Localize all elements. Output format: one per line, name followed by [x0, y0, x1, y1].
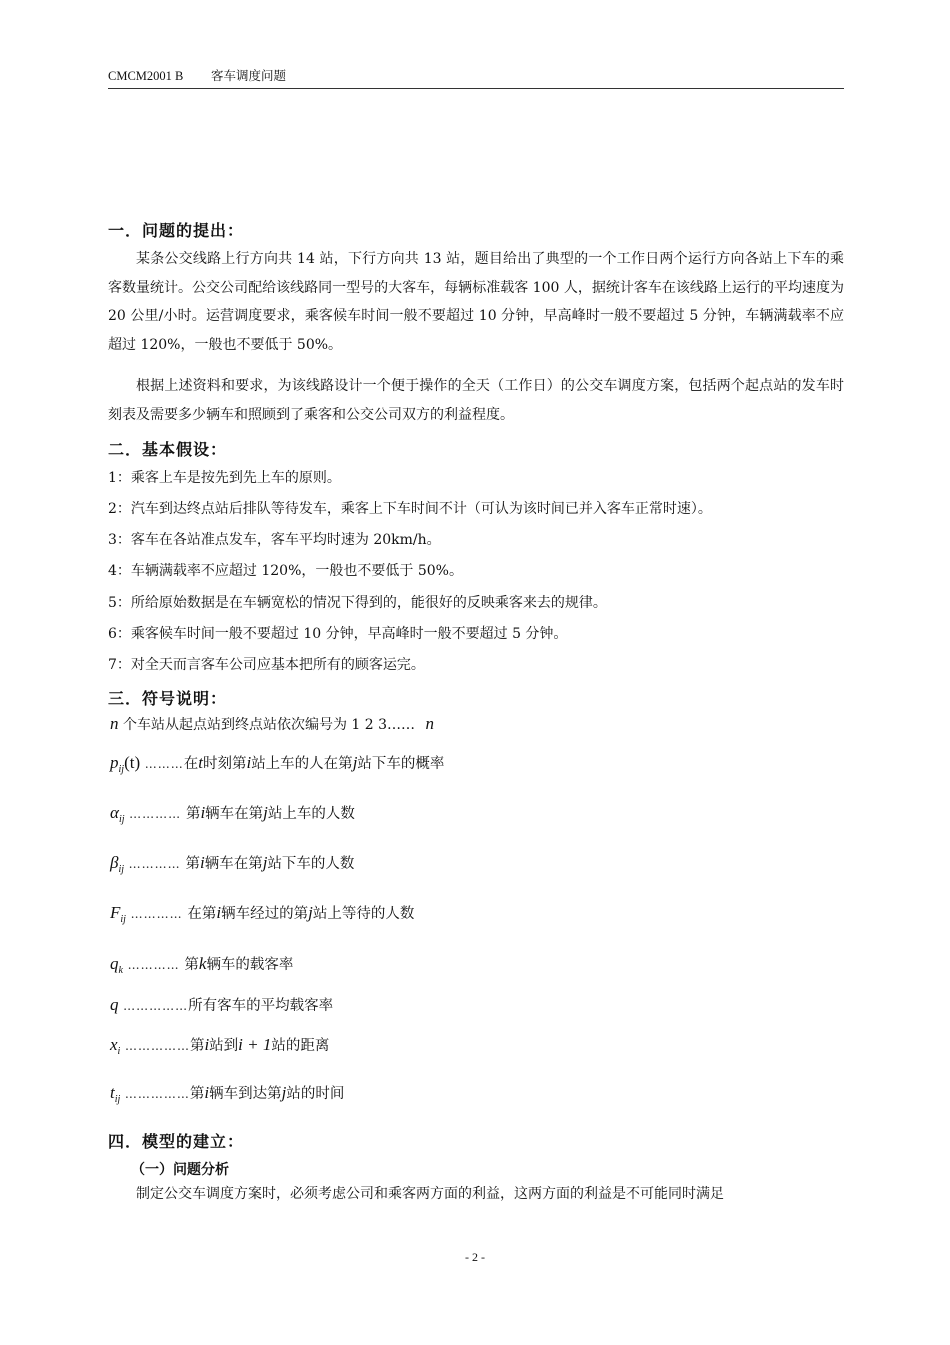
symbol-desc: 第 [184, 957, 199, 973]
symbol-sub: i [117, 1045, 121, 1057]
symbol-dots: …………… [123, 999, 189, 1013]
symbol-row [110, 1034, 329, 1057]
section-1-heading: 一．问题的提出： [108, 221, 245, 240]
symbol-intro-end: n [425, 714, 434, 733]
symbol-row [110, 852, 354, 875]
symbol-desc: 辆车在第 [205, 806, 264, 822]
symbol-dots: ………… [130, 907, 188, 921]
symbol-sub: ij [118, 813, 125, 825]
symbol-sub: ij [114, 1093, 121, 1105]
symbol-desc: 站的时间 [286, 1086, 345, 1102]
section-1-paragraph-2: 根据上述资料和要求，为该线路设计一个便于操作的全天（工作日）的公交车调度方案，包括两个起点站的发车时刻表及需要多少辆车和照顾到了乘客和公交公司双方的利益程度。 [108, 378, 844, 423]
page-header [108, 66, 844, 89]
page-number: - 2 - [465, 1250, 485, 1264]
symbol-desc: 站下车的人数 [267, 856, 355, 872]
symbol-desc-var: t [198, 753, 203, 772]
symbol-row [110, 802, 355, 825]
symbol-desc: 在 [183, 756, 199, 772]
symbol-desc-var: k [198, 954, 207, 973]
header-title: 客车调度问题 [211, 68, 287, 83]
symbol-intro-var: n [110, 714, 119, 733]
symbol-desc-var: i [204, 1035, 210, 1054]
symbol-row [110, 902, 414, 925]
symbol-desc-var: i [216, 903, 222, 922]
symbol-dots: …………… [124, 1087, 190, 1101]
symbol-desc-var: i [204, 1083, 210, 1102]
symbol-desc-var: j [281, 1083, 287, 1102]
symbol-desc-var: j [308, 903, 313, 922]
symbol-desc: 站上等待的人数 [312, 906, 415, 922]
symbol-desc: 站上车的人在第 [251, 756, 353, 772]
symbol-desc: 第 [189, 1038, 205, 1054]
symbol-row [110, 953, 293, 976]
symbol-desc-var: i [246, 753, 252, 772]
section-4-paragraph-1: 制定公交车调度方案时，必须考虑公司和乘客两方面的利益，这两方面的利益是不可能同时满足 [136, 1186, 724, 1202]
assumption-4: 4：车辆满载率不应超过 120%，一般也不要低于 50%。 [108, 563, 463, 579]
symbol-desc: 辆车经过的第 [221, 906, 309, 922]
symbol-intro [110, 714, 434, 734]
symbol-intro-text: 个车站从起点站到终点站依次编号为 1 2 3…… [122, 717, 416, 733]
symbol-suffix: (t) [124, 753, 141, 772]
symbol-base: q [110, 995, 119, 1014]
symbol-desc-var: i [200, 803, 206, 822]
symbol-desc: 所有客车的平均载客率 [188, 998, 334, 1014]
assumption-2: 2：汽车到达终点站后排队等待发车，乘客上下车时间不计（可认为该时间已并入客车正常时速）。 [108, 501, 712, 517]
symbol-base: α [110, 803, 119, 822]
symbol-desc: 第 [185, 806, 201, 822]
symbol-base: β [110, 853, 119, 872]
symbol-base: p [110, 753, 119, 772]
symbol-row [110, 1082, 344, 1105]
symbol-desc: 时刻第 [202, 756, 247, 772]
assumption-3: 3：客车在各站准点发车，客车平均时速为 20km/h。 [108, 532, 441, 548]
section-1-paragraph-1: 某条公交线路上行方向共 14 站，下行方向共 13 站，题目给出了典型的一个工作日两个运行方向各站上下车的乘客数量统计。公交公司配给该线路同一型号的大客车，每辆标准载客 100 人，据统计客车在该线路上运行的平均速度为 20 公里/小时。运营调度要求，乘客候车时间一般不要超过 10 分钟，早高峰时一般不要超过 5 分钟，车辆满载率不应超过 120%，一般也不要低于 50%。 [108, 251, 844, 353]
symbol-base: F [110, 903, 121, 922]
symbol-desc-var: i [199, 853, 205, 872]
symbol-base: t [110, 1083, 115, 1102]
symbol-sub: ij [118, 863, 125, 875]
symbol-desc: 辆车到达第 [209, 1086, 282, 1102]
symbol-base: q [110, 954, 119, 973]
symbol-desc: 站的距离 [271, 1038, 330, 1054]
symbol-row [110, 994, 333, 1015]
symbol-sub: k [118, 964, 123, 976]
symbol-desc: 辆车在第 [204, 856, 263, 872]
symbol-desc-var: j [262, 853, 268, 872]
symbol-desc: 第 [189, 1086, 205, 1102]
symbol-desc-var: j [352, 753, 358, 772]
symbol-dots: ………… [128, 857, 186, 871]
symbol-desc: 站下车的概率 [357, 756, 445, 772]
section-2-heading: 二．基本假设： [108, 440, 228, 459]
section-3-heading: 三．符号说明： [108, 689, 228, 708]
symbol-sub: ij [118, 763, 125, 775]
symbol-dots: ………… [127, 958, 185, 972]
symbol-desc-var: i + 1 [238, 1035, 272, 1054]
symbol-desc-var: j [263, 803, 268, 822]
symbol-desc: 站到 [209, 1038, 239, 1054]
assumption-6: 6：乘客候车时间一般不要超过 10 分钟，早高峰时一般不要超过 5 分钟。 [108, 626, 568, 642]
symbol-base: x [110, 1035, 118, 1054]
assumption-5: 5：所给原始数据是在车辆宽松的情况下得到的，能很好的反映乘客来去的规律。 [108, 595, 607, 611]
symbol-row [110, 752, 444, 775]
assumption-7: 7：对全天而言客车公司应基本把所有的顾客运完。 [108, 657, 425, 673]
assumption-1: 1：乘客上车是按先到先上车的原则。 [108, 470, 341, 486]
symbol-dots: ……… [144, 757, 184, 771]
section-4-heading: 四．模型的建立： [108, 1132, 245, 1151]
symbol-desc: 第 [185, 856, 200, 872]
section-4-subheading: （一）问题分析 [131, 1162, 229, 1178]
symbol-desc: 站上车的人数 [267, 806, 355, 822]
symbol-dots: ………… [129, 807, 186, 821]
symbol-desc: 辆车的载客率 [206, 957, 294, 973]
header-code: CMCM2001 B [108, 69, 184, 83]
symbol-desc: 在第 [187, 906, 217, 922]
symbol-dots: …………… [124, 1039, 190, 1053]
symbol-sub: ij [120, 913, 126, 925]
